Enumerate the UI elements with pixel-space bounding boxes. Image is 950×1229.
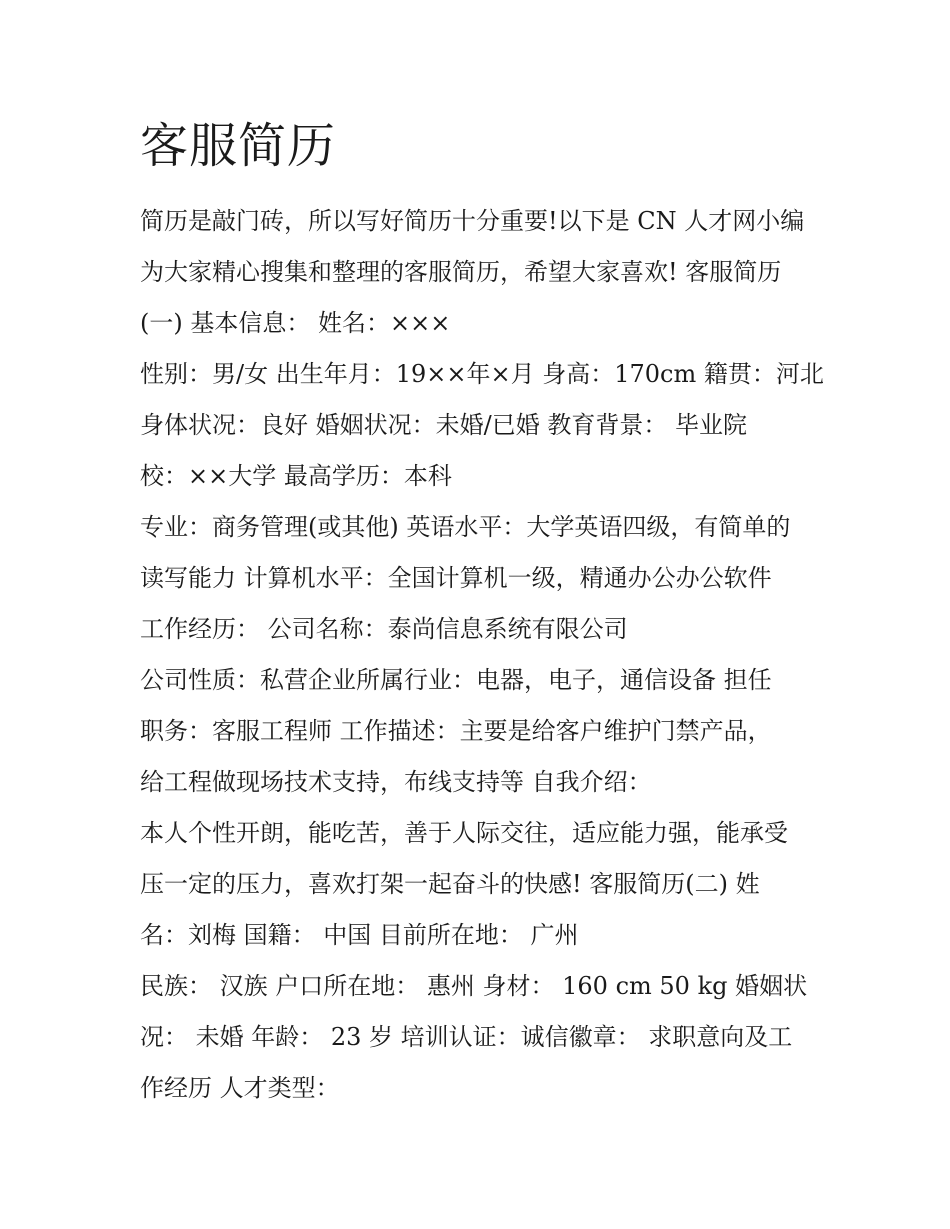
body-line: 为大家精心搜集和整理的客服简历，希望大家喜欢! 客服简历 [140,258,782,286]
body-line: 况： 未婚 年龄： 23 岁 培训认证：诚信徽章： 求职意向及工 [140,1023,793,1051]
body-line: 校：××大学 最高学历：本科 [140,462,452,490]
body-line: 性别：男/女 出生年月：19××年×月 身高：170cm 籍贯：河北 [140,360,824,388]
document-title: 客服简历 [140,118,337,174]
body-line: 公司性质：私营企业所属行业：电器，电子，通信设备 担任 [140,666,772,694]
body-line: 身体状况：良好 婚姻状况：未婚/已婚 教育背景： 毕业院 [140,411,747,439]
body-line: 民族： 汉族 户口所在地： 惠州 身材： 160 cm 50 kg 婚姻状 [140,972,808,1000]
body-line: 简历是敲门砖，所以写好简历十分重要!以下是 CN 人才网小编 [140,207,805,235]
body-line: 压一定的压力，喜欢打架一起奋斗的快感! 客服简历(二) 姓 [140,870,760,898]
body-line: 本人个性开朗，能吃苦，善于人际交往，适应能力强，能承受 [140,819,788,847]
document-body [140,196,830,1114]
body-line: 作经历 人才类型： [140,1074,340,1102]
body-line: 给工程做现场技术支持，布线支持等 自我介绍： [140,768,652,796]
body-line: 读写能力 计算机水平：全国计算机一级，精通办公办公软件 [140,564,772,592]
body-line: 工作经历： 公司名称：泰尚信息系统有限公司 [140,615,628,643]
body-line: (一) 基本信息： 姓名：××× [140,309,451,337]
body-line: 专业：商务管理(或其他) 英语水平：大学英语四级，有简单的 [140,513,791,541]
body-line: 职务：客服工程师 工作描述：主要是给客户维护门禁产品， [140,717,772,745]
body-line: 名：刘梅 国籍： 中国 目前所在地： 广州 [140,921,579,949]
